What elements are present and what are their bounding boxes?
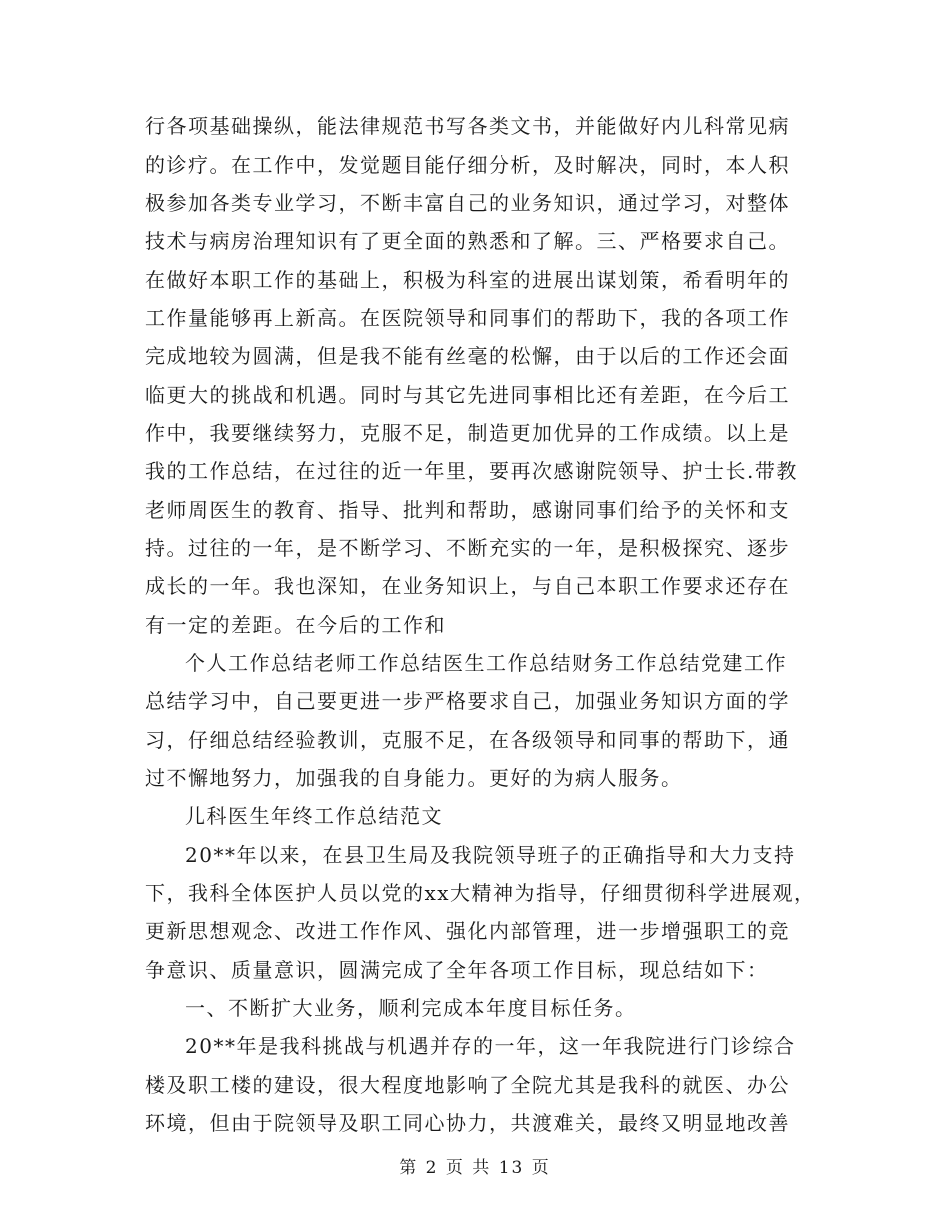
body-text-line: 总结学习中，自己要更进一步严格要求自己，加强业务知识方面的学 [145, 689, 790, 713]
subsection-heading: 一、不断扩大业务，顺利完成本年度目标任务。 [185, 996, 637, 1020]
body-text-line: 完成地较为圆满，但是我不能有丝毫的松懈，由于以后的工作还会面 [145, 344, 790, 368]
body-text-line: 技术与病房治理知识有了更全面的熟悉和了解。三、严格要求自己。 [145, 229, 790, 253]
body-text-line: 临更大的挑战和机遇。同时与其它先进同事相比还有差距，在今后工 [145, 383, 790, 407]
body-text-line: 行各项基础操纵，能法律规范书写各类文书，并能做好内儿科常见病 [145, 114, 790, 138]
body-text-line: 更新思想观念、改进工作作风、强化内部管理，进一步增强职工的竞 [145, 919, 790, 943]
body-text-line: 在做好本职工作的基础上，积极为科室的进展出谋划策，希看明年的 [145, 268, 790, 292]
body-text-line: 持。过往的一年，是不断学习、不断充实的一年，是积极探究、逐步 [145, 536, 790, 560]
page-number-footer: 第 2 页 共 13 页 [399, 1158, 551, 1178]
section-title: 儿科医生年终工作总结范文 [185, 804, 443, 828]
body-text-line: 20**年以来，在县卫生局及我院领导班子的正确指导和大力支持 [185, 843, 796, 867]
body-text-line: 过不懈地努力，加强我的自身能力。更好的为病人服务。 [145, 766, 683, 790]
body-text-line: 我的工作总结，在过往的近一年里，要再次感谢院领导、护士长.带教 [145, 459, 798, 483]
body-text-line: 成长的一年。我也深知，在业务知识上，与自己本职工作要求还存在 [145, 574, 790, 598]
body-text-line: 习，仔细总结经验教训，克服不足，在各级领导和同事的帮助下，通 [145, 728, 790, 752]
body-text-line: 楼及职工楼的建设，很大程度地影响了全院尤其是我科的就医、办公 [145, 1073, 790, 1097]
body-text-line: 工作量能够再上新高。在医院领导和同事们的帮助下，我的各项工作 [145, 306, 790, 330]
body-text-line: 环境，但由于院领导及职工同心协力，共渡难关，最终又明显地改善 [145, 1111, 790, 1135]
body-text-line: 下，我科全体医护人员以党的xx大精神为指导，仔细贯彻科学进展观， [145, 881, 816, 905]
body-text-line: 的诊疗。在工作中，发觉题目能仔细分析，及时解决，同时，本人积 [145, 153, 790, 177]
body-text-line: 极参加各类专业学习，不断丰富自己的业务知识，通过学习，对整体 [145, 191, 790, 215]
body-text-line: 老师周医生的教育、指导、批判和帮助，感谢同事们给予的关怀和支 [145, 498, 790, 522]
body-text-line: 个人工作总结老师工作总结医生工作总结财务工作总结党建工作 [185, 651, 787, 675]
body-text-line: 20**年是我科挑战与机遇并存的一年，这一年我院进行门诊综合 [185, 1034, 796, 1058]
body-text-line: 作中，我要继续努力，克服不足，制造更加优异的工作成绩。以上是 [145, 421, 790, 445]
body-text-line: 争意识、质量意识，圆满完成了全年各项工作目标，现总结如下： [145, 958, 769, 982]
body-text-line: 有一定的差距。在今后的工作和 [145, 613, 446, 637]
